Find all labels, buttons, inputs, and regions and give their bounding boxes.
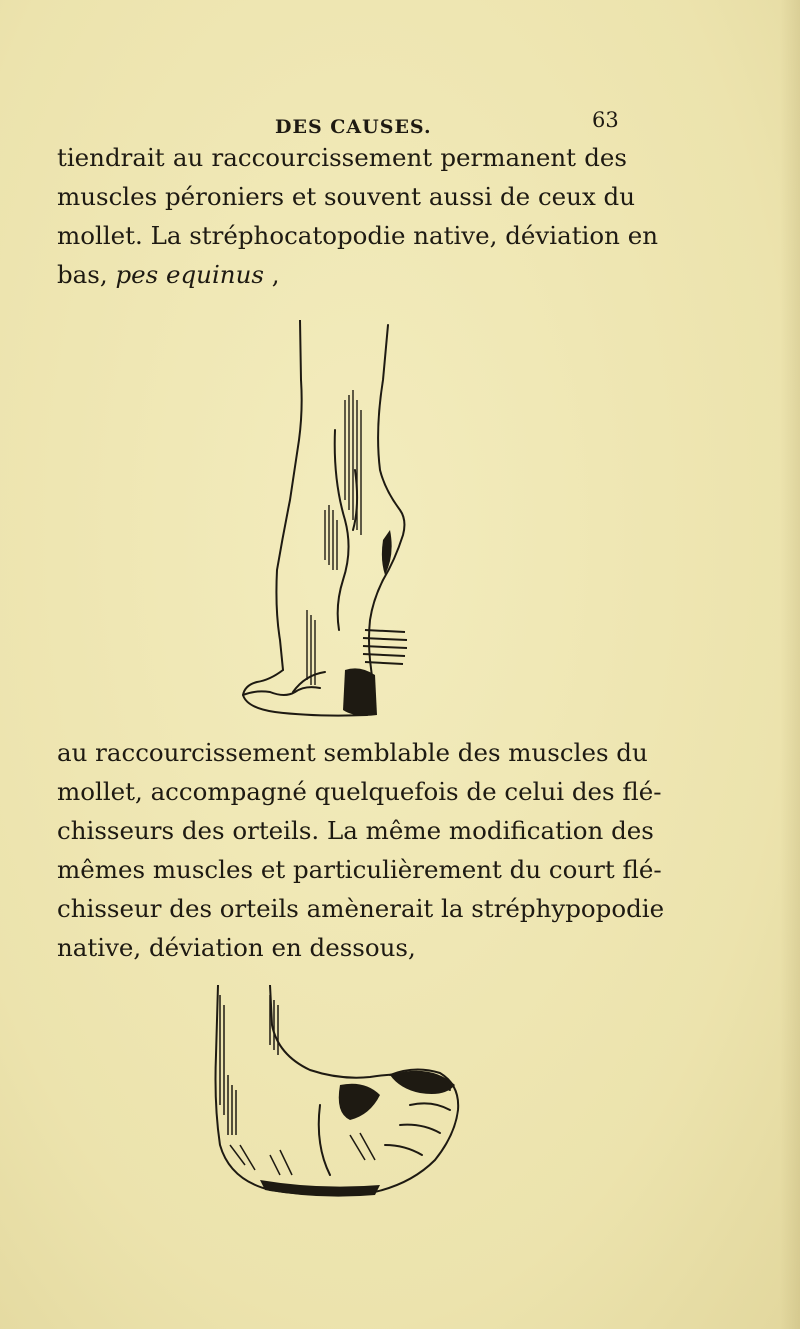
text-line: chisseur des orteils amènerait la stréphypopodie <box>57 894 665 923</box>
text-line: chisseurs des orteils. La même modification des <box>57 816 654 845</box>
text-line: mêmes muscles et particulièrement du court flé- <box>57 855 662 884</box>
text-line: native, déviation en dessous, <box>57 933 416 962</box>
text-line: muscles péroniers et souvent aussi de ceux du <box>57 182 636 211</box>
text-line: mollet. La stréphocatopodie native, déviation en <box>57 221 658 250</box>
text-line <box>57 255 627 294</box>
latin-term: pes equinus <box>115 260 264 289</box>
text-fragment: bas, <box>57 260 116 289</box>
page-edge-shadow <box>780 0 800 1329</box>
page-number: 63 <box>592 108 619 132</box>
foot-equinus-illustration <box>235 320 435 725</box>
running-head <box>0 108 800 138</box>
paragraph-1 <box>57 138 658 294</box>
text-line: au raccourcissement semblable des muscles du <box>57 738 648 767</box>
foot-deviation-below-illustration <box>200 985 480 1200</box>
running-head-title: DES CAUSES. <box>275 116 432 138</box>
text-fragment: , <box>263 260 280 289</box>
text-line: tiendrait au raccourcissement permanent des <box>57 143 627 172</box>
paragraph-2 <box>57 733 665 967</box>
text-line: mollet, accompagné quelquefois de celui des flé- <box>57 777 662 806</box>
